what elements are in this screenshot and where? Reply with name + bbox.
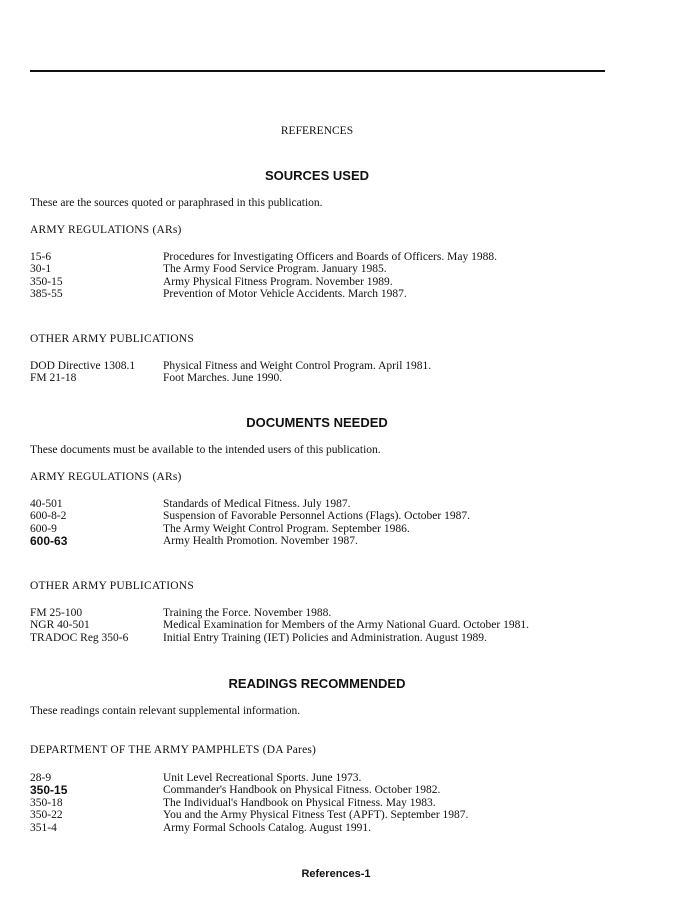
documents-other-pubs-label: OTHER ARMY PUBLICATIONS bbox=[30, 580, 194, 592]
list-item: 350-15 Army Physical Fitness Program. November 1989. bbox=[30, 275, 393, 288]
list-item: 600-8-2 Suspension of Favorable Personnel Actions (Flags). October 1987. bbox=[30, 510, 470, 523]
page-title: REFERENCES bbox=[280, 125, 354, 137]
documents-needed-intro: These documents must be available to the intended users of this publication. bbox=[30, 444, 381, 456]
documents-other-pubs-list bbox=[30, 607, 630, 644]
list-item: 350-22 You and the Army Physical Fitness Test (APFT). September 1987. bbox=[30, 809, 469, 822]
sources-army-regs-label: ARMY REGULATIONS (ARs) bbox=[30, 224, 182, 236]
list-item: 350-18 The Individual's Handbook on Physical Fitness. May 1983. bbox=[30, 796, 436, 809]
sources-used-intro: These are the sources quoted or paraphrased in this publication. bbox=[30, 197, 323, 209]
list-item: NGR 40-501 Medical Examination for Members of the Army National Guard. October 1981. bbox=[30, 619, 529, 632]
list-item: 30-1 The Army Food Service Program. January 1985. bbox=[30, 263, 387, 276]
list-item: 600-9 The Army Weight Control Program. September 1986. bbox=[30, 522, 410, 535]
sources-other-pubs-label: OTHER ARMY PUBLICATIONS bbox=[30, 333, 194, 345]
list-item: FM 21-18 Foot Marches. June 1990. bbox=[30, 372, 283, 385]
sources-army-regs-list bbox=[30, 251, 630, 301]
pamphlets-list bbox=[30, 772, 630, 834]
list-item: 28-9 Unit Level Recreational Sports. June 1973. bbox=[30, 772, 362, 784]
page-number: References-1 bbox=[301, 868, 371, 880]
pamphlets-label: DEPARTMENT OF THE ARMY PAMPHLETS (DA Pares) bbox=[30, 744, 317, 756]
list-item: 385-55 Prevention of Motor Vehicle Accidents. March 1987. bbox=[30, 288, 407, 301]
sources-used-heading: SOURCES USED bbox=[264, 168, 370, 183]
documents-army-regs-label: ARMY REGULATIONS (ARs) bbox=[30, 471, 182, 483]
sources-other-pubs-list bbox=[30, 360, 630, 385]
readings-recommended-intro: These readings contain relevant supplemental information. bbox=[30, 705, 301, 717]
list-item: 600-63 Army Health Promotion. November 1987. bbox=[30, 534, 358, 549]
documents-needed-heading: DOCUMENTS NEEDED bbox=[246, 415, 388, 430]
list-item: 350-15 Commander's Handbook on Physical Fitness. October 1982. bbox=[30, 783, 441, 798]
list-item: FM 25-100 Training the Force. November 1988. bbox=[30, 607, 332, 619]
list-item: 351-4 Army Formal Schools Catalog. August 1991. bbox=[30, 821, 371, 834]
list-item: DOD Directive 1308.1 Physical Fitness and Weight Control Program. April 1981. bbox=[30, 360, 432, 372]
readings-recommended-heading: READINGS RECOMMENDED bbox=[228, 676, 406, 691]
list-item: TRADOC Reg 350-6 Initial Entry Training (IET) Policies and Administration. August 1989. bbox=[30, 631, 487, 644]
list-item: 15-6 Procedures for Investigating Officers and Boards of Officers. May 1988. bbox=[30, 251, 497, 263]
documents-army-regs-list bbox=[30, 498, 630, 548]
top-rule bbox=[30, 70, 605, 72]
list-item: 40-501 Standards of Medical Fitness. July 1987. bbox=[30, 498, 351, 510]
